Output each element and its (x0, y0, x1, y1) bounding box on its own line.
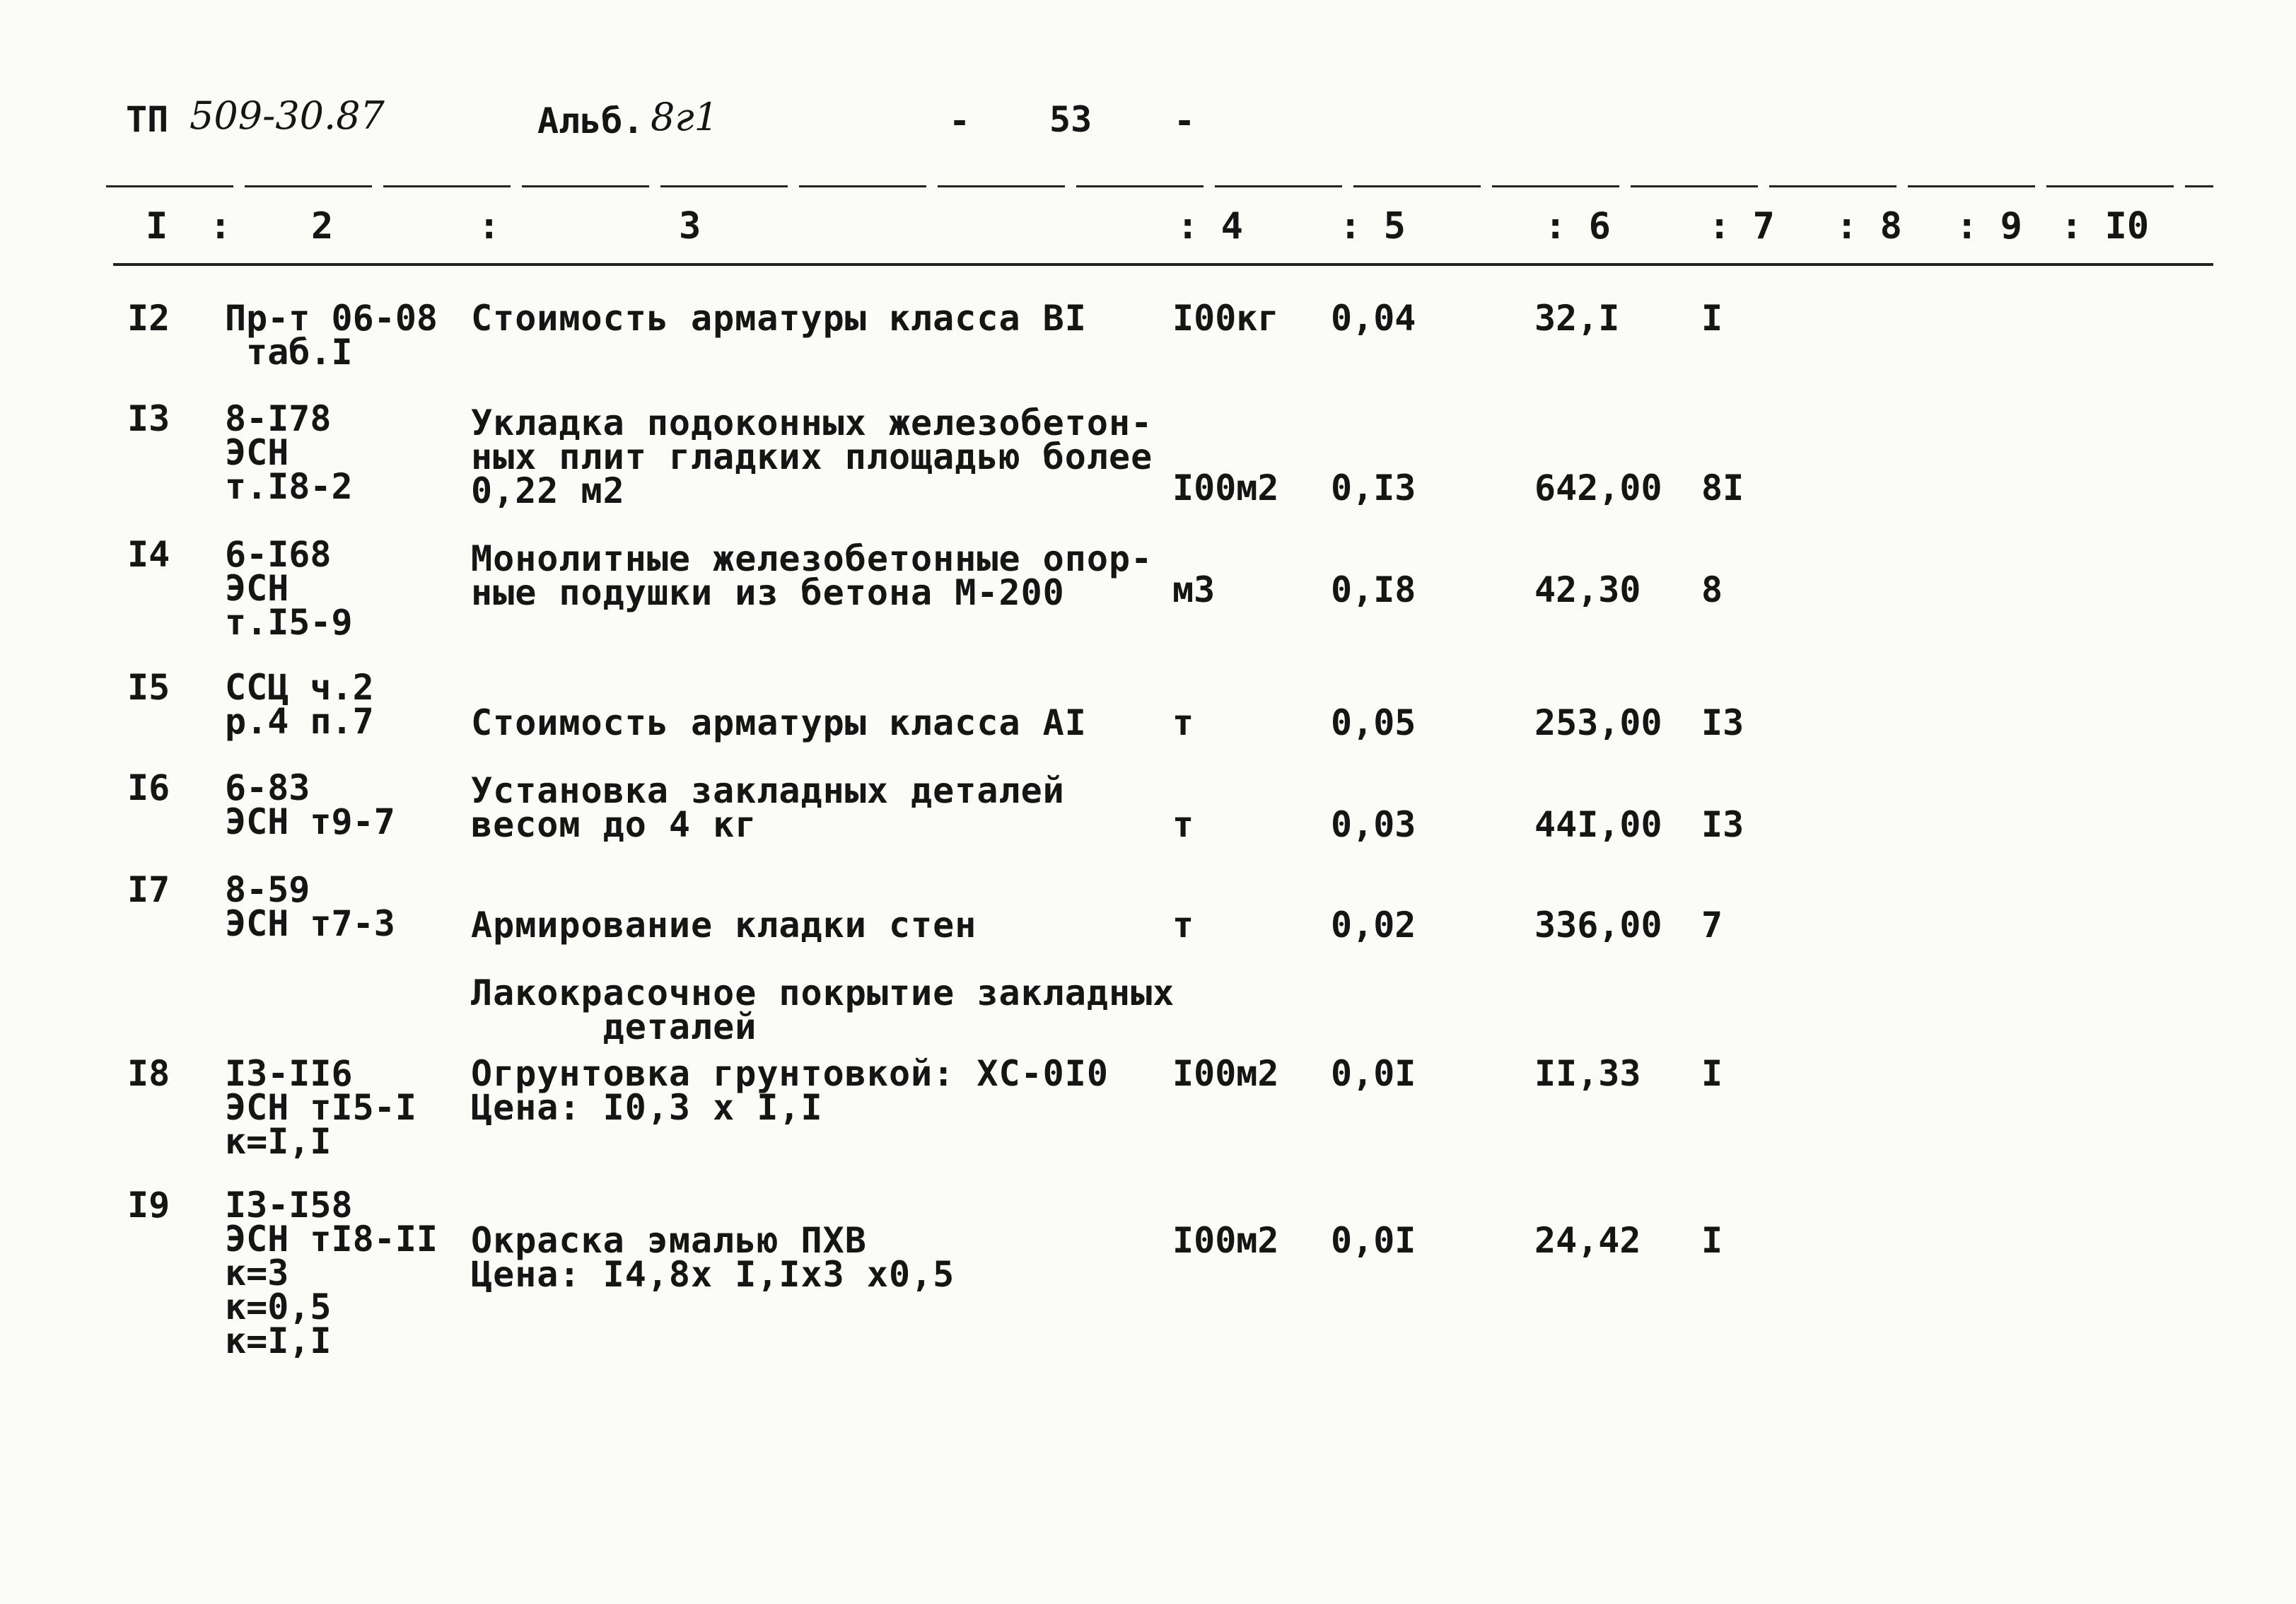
col-head-5: : 5 (1339, 205, 1406, 248)
row-quantity: 0,I8 (1331, 569, 1416, 610)
row-unit: т (1172, 702, 1194, 743)
col-head-10: : I0 (2061, 205, 2150, 248)
row-description: Укладка подоконных железобетон- ных плит гладких площадью более 0,22 м2 (471, 402, 1153, 511)
row-quantity: 0,03 (1331, 804, 1416, 845)
page-dash-left: - (949, 100, 971, 141)
row-price: II,33 (1534, 1053, 1641, 1094)
row-col7: I3 (1701, 702, 1744, 743)
row-code: ССЦ ч.2 р.4 п.7 (225, 667, 374, 742)
row-number: I2 (127, 298, 170, 339)
row-description: Стоимость арматуры класса AI (471, 702, 1087, 743)
row-code: 8-59 ЭСН т7-3 (225, 869, 395, 944)
col-head-9: : 9 (1956, 205, 2022, 248)
row-unit: т (1172, 905, 1194, 946)
row-unit: I00м2 (1172, 1053, 1279, 1094)
row-code: 6-I68 ЭСН т.I5-9 (225, 534, 353, 643)
col-head-sep1: : (209, 205, 232, 248)
row-description: Монолитные железобетонные опор- ные подушки из бетона М-200 (471, 538, 1153, 613)
col-head-3: 3 (679, 205, 701, 248)
row-price: 253,00 (1534, 702, 1662, 743)
page-number: 53 (1049, 99, 1092, 140)
doc-number: 509-30.87 (190, 93, 385, 138)
row-number: I8 (127, 1053, 170, 1094)
row-description: Стоимость арматуры класса BI (471, 298, 1087, 339)
row-quantity: 0,04 (1331, 298, 1416, 339)
row-col7: I (1701, 298, 1723, 339)
row-col7: 8I (1701, 467, 1744, 508)
row-quantity: 0,I3 (1331, 467, 1416, 508)
doc-prefix: ТП (126, 99, 169, 140)
row-col7: I3 (1701, 804, 1744, 845)
row-col7: I (1701, 1053, 1723, 1094)
row-code: I3-I58 ЭСН тI8-II к=3 к=0,5 к=I,I (225, 1185, 438, 1361)
row-col7: 7 (1701, 905, 1723, 946)
row-code: 6-83 ЭСН т9-7 (225, 767, 395, 842)
row-code: I3-II6 ЭСН тI5-I к=I,I (225, 1053, 416, 1162)
row-quantity: 0,0I (1331, 1053, 1416, 1094)
col-head-2: 2 (311, 205, 334, 248)
row-description: Окраска эмалью ПХВ Цена: I4,8х I,Iх3 х0,5 (471, 1220, 955, 1295)
row-price: 24,42 (1534, 1220, 1641, 1261)
row-description: Огрунтовка грунтовкой: ХС-0I0 Цена: I0,3 х I,I (471, 1053, 1109, 1128)
row-number: I5 (127, 667, 170, 708)
col-head-sep2: : (478, 205, 501, 248)
table-top-rule (106, 185, 2213, 187)
album-number: 8г1 (651, 95, 719, 139)
row-quantity: 0,0I (1331, 1220, 1416, 1261)
row-unit: I00м2 (1172, 467, 1279, 508)
row-quantity: 0,02 (1331, 905, 1416, 946)
row-description: Армирование кладки стен (471, 905, 977, 946)
row-code: 8-I78 ЭСН т.I8-2 (225, 398, 353, 507)
row-price: 642,00 (1534, 467, 1662, 508)
row-code: Пр-т 06-08 таб.I (225, 298, 438, 373)
row-unit: I00кг (1172, 298, 1279, 339)
row-col7: 8 (1701, 569, 1723, 610)
row-number: I6 (127, 767, 170, 808)
col-head-6: : 6 (1544, 205, 1611, 248)
row-description: Установка закладных деталей весом до 4 кг (471, 770, 1065, 845)
col-head-7: : 7 (1708, 205, 1775, 248)
row-unit: I00м2 (1172, 1220, 1279, 1261)
col-head-1: I (146, 205, 168, 248)
col-head-8: : 8 (1836, 205, 1902, 248)
col-head-4: : 4 (1177, 205, 1243, 248)
row-price: 336,00 (1534, 905, 1662, 946)
row-price: 42,30 (1534, 569, 1641, 610)
row-price: 32,I (1534, 298, 1620, 339)
album-prefix: Альб. (537, 100, 644, 141)
row-price: 44I,00 (1534, 804, 1662, 845)
row-unit: т (1172, 804, 1194, 845)
row-unit: м3 (1172, 569, 1216, 610)
row-number: I9 (127, 1185, 170, 1226)
row-number: I3 (127, 398, 170, 439)
page-dash-right: - (1174, 100, 1196, 141)
row-col7: I (1701, 1220, 1723, 1261)
table-header-rule (113, 263, 2213, 266)
row-quantity: 0,05 (1331, 702, 1416, 743)
section-heading: Лакокрасочное покрытие закладных деталей (471, 972, 1175, 1047)
row-number: I4 (127, 534, 170, 575)
row-number: I7 (127, 869, 170, 910)
